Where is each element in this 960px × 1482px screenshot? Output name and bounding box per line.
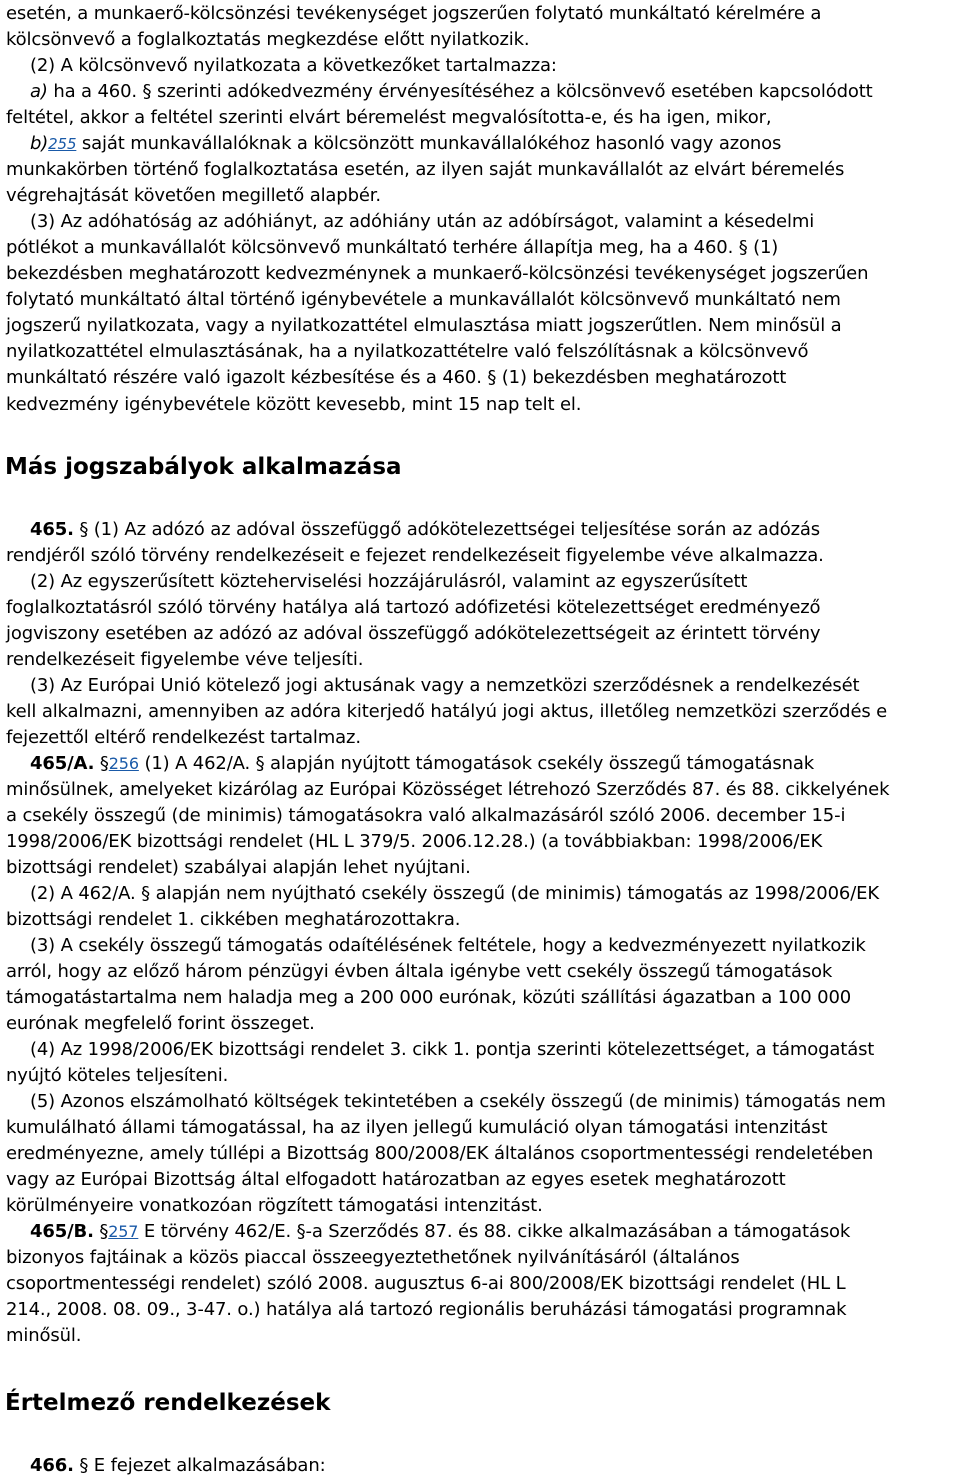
section-number: 465/A.: [30, 753, 95, 774]
text-span: §: [93, 1221, 109, 1242]
text-line: bizonyos fajtáinak a közös piaccal összeegyeztethetőnek nyilvánításáról (általános: [6, 1247, 740, 1268]
text-line: esetén, a munkaerő-kölcsönzési tevékenységet jogszerűen folytató munkáltató kérelmére a: [6, 3, 822, 24]
text-span: § (1) Az adózó az adóval összefüggő adókötelezettségei teljesítése során az adózás: [73, 519, 821, 540]
section-heading: Más jogszabályok alkalmazása: [5, 454, 402, 480]
text-line: [30, 1453, 326, 1479]
text-line: körülményeire vonatkozóan rögzített támogatási intenzitást.: [6, 1195, 543, 1216]
section-number: 465.: [30, 519, 74, 540]
text-span: (1) A 462/A. § alapján nyújtott támogatások csekély összegű támogatásnak: [138, 753, 815, 774]
text-line: vagy az Európai Bizottság által elfogadott határozatban az egyes esetek meghatározott: [6, 1169, 786, 1190]
text-line: kumulálható állami támogatással, ha az ilyen jellegű kumuláció olyan támogatási intenzitást: [6, 1117, 828, 1138]
text-line: eredményezne, amely túllépi a Bizottság 800/2008/EK általános csoportmentességi rendeletében: [6, 1143, 874, 1164]
text-line: 214., 2008. 08. 09., 3-47. o.) hatálya alá tartozó regionális beruházási támogatási programnak: [6, 1299, 847, 1320]
text-line: munkakörben történő foglalkoztatása esetén, az ilyen saját munkavállalót az elvárt béremelés: [6, 159, 845, 180]
text-line: kell alkalmazni, amennyiben az adóra kiterjedő hatályú jogi aktus, illetőleg nemzetközi szerződés e: [6, 701, 888, 722]
text-line: folytató munkáltató által történő igénybevétele a munkavállalót kölcsönvevő munkáltató nem: [6, 289, 841, 310]
point-marker: a): [30, 81, 48, 102]
text-line: bekezdésben meghatározott kedvezménynek a munkaerő-kölcsönzési tevékenységet jogszerűen: [6, 263, 869, 284]
text-line: eurónak megfelelő forint összeget.: [6, 1013, 315, 1034]
text-line: a csekély összegű (de minimis) támogatásokra való alkalmazásáról szóló 2006. december 15-i: [6, 805, 846, 826]
point-marker: b): [30, 133, 49, 154]
text-line: fejezettől eltérő rendelkezést tartalmaz.: [6, 727, 361, 748]
text-line: (2) A 462/A. § alapján nem nyújtható csekély összegű (de minimis) támogatás az 1998/2006/EK: [30, 883, 880, 904]
text-span: § E fejezet alkalmazásában:: [73, 1455, 326, 1476]
text-line: 1998/2006/EK bizottsági rendelet (HL L 379/5. 2006.12.28.) (a továbbiakban: 1998/2006/EK: [6, 831, 823, 852]
footnote-link-255[interactable]: 255: [48, 135, 77, 153]
text-line: munkáltató részére való igazolt kézbesítése és a 460. § (1) bekezdésben meghatározott: [6, 367, 787, 388]
text-line: jogviszony esetében az adózó az adóval összefüggő adókötelezettségeit az érintett törvény: [6, 623, 821, 644]
text-line: jogszerű nyilatkozata, vagy a nyilatkozattétel elmulasztása miatt jogszerűtlen. Nem minősül a: [6, 315, 842, 336]
section-number: 465/B.: [30, 1221, 94, 1242]
text-line: minősül.: [6, 1325, 82, 1346]
text-line: minősülnek, amelyeket kizárólag az Európai Közösséget létrehozó Szerződés 87. és 88. cikkelyének: [6, 779, 890, 800]
text-span: E törvény 462/E. §-a Szerződés 87. és 88. cikke alkalmazásában a támogatások: [138, 1221, 851, 1242]
text-line: kedvezmény igénybevétele között kevesebb, mint 15 nap telt el.: [6, 394, 582, 415]
text-line: nyilatkozattétel elmulasztásának, ha a nyilatkozattételre való felszólításnak a kölcsönvevő: [6, 341, 809, 362]
section-heading: Értelmező rendelkezések: [5, 1390, 331, 1416]
text-line: (2) Az egyszerűsített közteherviselési hozzájárulásról, valamint az egyszerűsített: [30, 571, 748, 592]
section-number: 466.: [30, 1455, 74, 1476]
text-line: rendjéről szóló törvény rendelkezéseit e fejezet rendelkezéseit figyelembe véve alkalmazza.: [6, 545, 824, 566]
text-span: saját munkavállalóknak a kölcsönzött munkavállalókéhoz hasonló vagy azonos: [76, 133, 782, 154]
footnote-link-256[interactable]: 256: [108, 754, 139, 773]
text-line: [30, 517, 820, 543]
text-span: §: [94, 753, 109, 774]
text-line: (2) A kölcsönvevő nyilatkozata a következőket tartalmazza:: [30, 55, 557, 76]
text-span: ha a 460. § szerinti adókedvezmény érvényesítéséhez a kölcsönvevő esetében kapcsolódott: [47, 81, 873, 102]
text-line: (4) Az 1998/2006/EK bizottsági rendelet 3. cikk 1. pontja szerinti kötelezettséget, a támogatást: [30, 1039, 875, 1060]
footnote-link-257[interactable]: 257: [108, 1222, 139, 1241]
text-line: (3) A csekély összegű támogatás odaítélésének feltétele, hogy a kedvezményezett nyilatkozik: [30, 935, 866, 956]
text-line: [30, 751, 814, 777]
text-line: foglalkoztatásról szóló törvény hatálya alá tartozó adófizetési kötelezettséget eredményező: [6, 597, 821, 618]
text-line: rendelkezéseit figyelembe véve teljesíti.: [6, 649, 364, 670]
text-line: bizottsági rendelet 1. cikkében meghatározottakra.: [6, 909, 461, 930]
text-line: csoportmentességi rendelet) szóló 2008. augusztus 6-ai 800/2008/EK bizottsági rendelet (HL L: [6, 1273, 846, 1294]
text-line: végrehajtását követően megillető alapbér.: [6, 185, 381, 206]
text-line: bizottsági rendelet) szabályai alapján lehet nyújtani.: [6, 857, 471, 878]
text-line: pótlékot a munkavállalót kölcsönvevő munkáltató terhére állapítja meg, ha a 460. § (1): [6, 237, 779, 258]
text-line: (5) Azonos elszámolható költségek tekintetében a csekély összegű (de minimis) támogatás nem: [30, 1091, 886, 1112]
text-line: [30, 131, 781, 157]
text-line: támogatástartalma nem haladja meg a 200 000 eurónak, közúti szállítási ágazatban a 100 000: [6, 987, 852, 1008]
text-line: kölcsönvevő a foglalkoztatás megkezdése előtt nyilatkozik.: [6, 29, 530, 50]
text-line: nyújtó köteles teljesíteni.: [6, 1065, 229, 1086]
text-line: arról, hogy az előző három pénzügyi évben általa igénybe vett csekély összegű támogatások: [6, 961, 833, 982]
text-line: [30, 79, 873, 105]
text-line: (3) Az Európai Unió kötelező jogi aktusának vagy a nemzetközi szerződésnek a rendelkezését: [30, 675, 860, 696]
text-line: [30, 1219, 850, 1245]
text-line: feltétel, akkor a feltétel szerinti elvárt béremelést megvalósította-e, és ha igen, mikor,: [6, 107, 772, 128]
text-line: (3) Az adóhatóság az adóhiányt, az adóhiány után az adóbírságot, valamint a késedelmi: [30, 211, 815, 232]
